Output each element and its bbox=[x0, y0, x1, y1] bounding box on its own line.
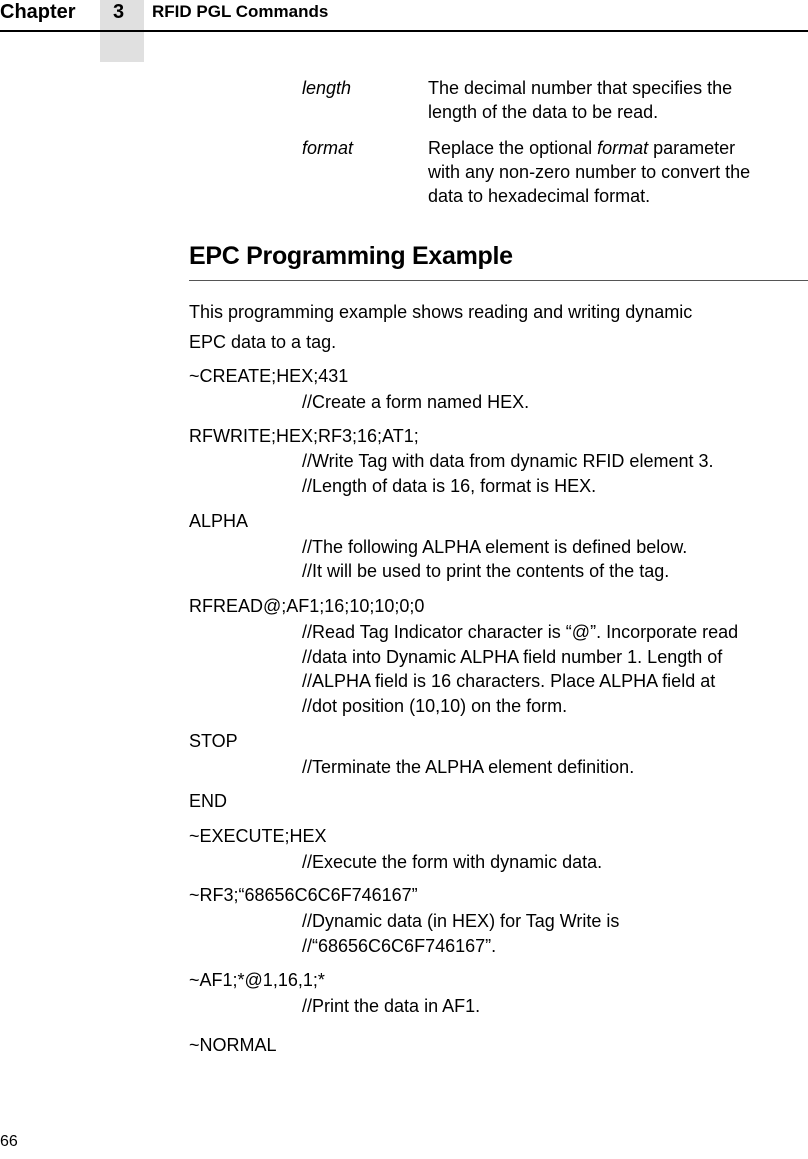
param-desc-line: The decimal number that specifies the bbox=[428, 78, 733, 98]
param-desc-line: length of the data to be read. bbox=[428, 102, 659, 122]
chapter-label: Chapter bbox=[0, 1, 76, 23]
code-comment: //Dynamic data (in HEX) for Tag Write is bbox=[302, 911, 620, 931]
code-command: ~AF1;*@1,16,1;* bbox=[189, 970, 325, 990]
code-command: END bbox=[189, 791, 228, 811]
page-number: 66 bbox=[0, 1133, 18, 1150]
intro-paragraph bbox=[189, 297, 799, 357]
page-header bbox=[0, 0, 808, 32]
code-comment: //Execute the form with dynamic data. bbox=[302, 852, 603, 872]
code-comment: //Print the data in AF1. bbox=[302, 996, 481, 1016]
param-description bbox=[428, 136, 806, 208]
param-desc-emphasis: format bbox=[597, 138, 649, 158]
param-description bbox=[428, 76, 806, 124]
code-command: ~NORMAL bbox=[189, 1035, 277, 1055]
code-command: RFREAD@;AF1;16;10;10;0;0 bbox=[189, 596, 425, 616]
code-comment: //data into Dynamic ALPHA field number 1. Length of bbox=[302, 647, 723, 667]
header-rule bbox=[0, 30, 808, 32]
param-desc-text: parameter bbox=[648, 138, 736, 158]
code-command: RFWRITE;HEX;RF3;16;AT1; bbox=[189, 426, 419, 446]
code-comment: //ALPHA field is 16 characters. Place ALPHA field at bbox=[302, 671, 716, 691]
code-comment: //Write Tag with data from dynamic RFID element 3. bbox=[302, 451, 714, 471]
param-desc-line: data to hexadecimal format. bbox=[428, 186, 651, 206]
code-comment: //Create a form named HEX. bbox=[302, 392, 530, 412]
param-desc-line: with any non-zero number to convert the bbox=[428, 162, 751, 182]
code-comment: //Read Tag Indicator character is “@”. Incorporate read bbox=[302, 622, 739, 642]
code-command: STOP bbox=[189, 731, 238, 751]
code-comment: //It will be used to print the contents of the tag. bbox=[302, 561, 670, 581]
code-command: ~CREATE;HEX;431 bbox=[189, 366, 349, 386]
code-command: ALPHA bbox=[189, 511, 249, 531]
section-rule bbox=[189, 280, 808, 281]
code-comment: //The following ALPHA element is defined below. bbox=[302, 537, 688, 557]
param-desc-text: Replace the optional bbox=[428, 138, 598, 158]
intro-line: EPC data to a tag. bbox=[189, 332, 337, 352]
param-term: format bbox=[302, 138, 354, 158]
code-comment: //dot position (10,10) on the form. bbox=[302, 696, 568, 716]
code-command: ~RF3;“68656C6C6F746167” bbox=[189, 885, 418, 905]
param-term: length bbox=[302, 78, 352, 98]
section-heading: EPC Programming Example bbox=[189, 242, 513, 270]
param-desc-line bbox=[428, 136, 806, 160]
code-comment: //“68656C6C6F746167”. bbox=[302, 936, 497, 956]
intro-line: This programming example shows reading and writing dynamic bbox=[189, 302, 693, 322]
chapter-title: RFID PGL Commands bbox=[152, 2, 329, 21]
code-comment: //Length of data is 16, format is HEX. bbox=[302, 476, 597, 496]
chapter-number: 3 bbox=[113, 1, 125, 23]
code-comment: //Terminate the ALPHA element definition. bbox=[302, 757, 635, 777]
code-command: ~EXECUTE;HEX bbox=[189, 826, 327, 846]
